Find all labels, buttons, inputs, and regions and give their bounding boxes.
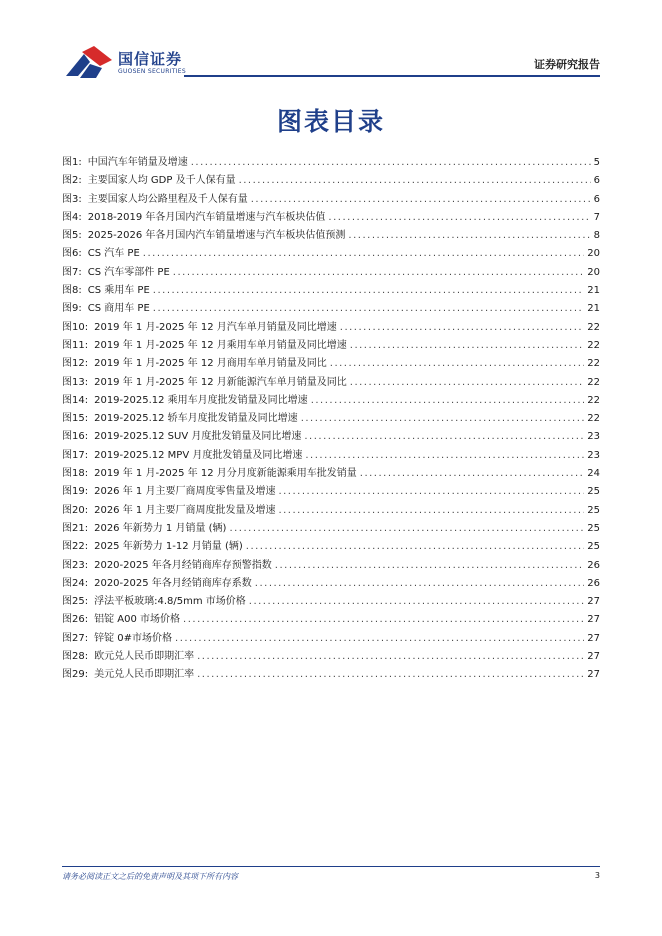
toc-entry[interactable] bbox=[62, 264, 600, 282]
toc-entry-page: 27 bbox=[587, 596, 600, 608]
toc-entry[interactable] bbox=[62, 209, 600, 227]
toc-entry[interactable] bbox=[62, 410, 600, 428]
toc-entry-title: 2019-2025.12 SUV 月度批发销量及同比增速 bbox=[94, 431, 302, 443]
figure-table-of-contents bbox=[62, 154, 600, 685]
brand-name-en: GUOSEN SECURITIES bbox=[118, 68, 187, 75]
toc-entry-title: 2019-2025.12 MPV 月度批发销量及同比增速 bbox=[94, 449, 303, 461]
toc-entry-page: 20 bbox=[587, 248, 600, 260]
toc-entry-title: 2025 年新势力 1-12 月销量 (辆) bbox=[94, 541, 243, 553]
toc-entry-label: 图6: bbox=[62, 248, 82, 260]
toc-entry-label: 图23: bbox=[62, 559, 89, 571]
toc-entry[interactable] bbox=[62, 483, 600, 501]
report-type: 证券研究报告 bbox=[534, 58, 600, 71]
toc-entry[interactable] bbox=[62, 666, 600, 684]
toc-dot-leader bbox=[275, 557, 584, 575]
toc-entry-page: 24 bbox=[587, 468, 600, 480]
toc-entry-title: 中国汽车年销量及增速 bbox=[87, 157, 188, 168]
toc-entry-page: 22 bbox=[587, 394, 600, 406]
toc-entry-title: 2019 年 1 月-2025 年 12 月新能源汽车单月销量及同比 bbox=[94, 376, 347, 388]
toc-dot-leader bbox=[229, 520, 584, 538]
toc-entry-page: 20 bbox=[587, 266, 600, 278]
guosen-logo-icon bbox=[64, 46, 114, 80]
toc-dot-leader bbox=[328, 209, 590, 227]
toc-entry-label: 图1: bbox=[62, 157, 82, 168]
toc-entry-label: 图4: bbox=[62, 211, 82, 223]
toc-entry-page: 27 bbox=[587, 614, 600, 626]
toc-entry[interactable] bbox=[62, 557, 600, 575]
toc-entry[interactable] bbox=[62, 300, 600, 318]
toc-entry-label: 图13: bbox=[62, 376, 89, 388]
toc-dot-leader bbox=[153, 300, 584, 318]
toc-entry[interactable] bbox=[62, 520, 600, 538]
toc-entry-page: 25 bbox=[587, 522, 600, 534]
toc-entry-label: 图15: bbox=[62, 413, 89, 425]
toc-entry-title: 2019 年 1 月-2025 年 12 月乘用车单月销量及同比增速 bbox=[94, 339, 347, 351]
toc-entry-page: 26 bbox=[587, 559, 600, 571]
toc-entry-label: 图12: bbox=[62, 358, 89, 370]
toc-entry-page: 27 bbox=[587, 651, 600, 663]
toc-entry[interactable] bbox=[62, 538, 600, 556]
toc-entry[interactable] bbox=[62, 575, 600, 593]
toc-entry-page: 23 bbox=[587, 449, 600, 461]
toc-dot-leader bbox=[360, 465, 585, 483]
toc-entry-title: 2018-2019 年各月国内汽车销量增速与汽车板块估值 bbox=[87, 211, 326, 223]
toc-dot-leader bbox=[246, 538, 585, 556]
toc-entry[interactable] bbox=[62, 648, 600, 666]
page-header bbox=[0, 0, 662, 80]
toc-entry-page: 5 bbox=[593, 157, 600, 168]
toc-entry-page: 22 bbox=[587, 358, 600, 370]
toc-entry-title: 2025-2026 年各月国内汽车销量增速与汽车板块估值预测 bbox=[87, 230, 346, 242]
toc-entry-label: 图7: bbox=[62, 266, 82, 278]
toc-dot-leader bbox=[175, 630, 584, 648]
toc-entry[interactable] bbox=[62, 191, 600, 209]
toc-entry-title: 2026 年新势力 1 月销量 (辆) bbox=[94, 522, 227, 534]
toc-dot-leader bbox=[183, 611, 584, 629]
toc-entry-page: 21 bbox=[587, 303, 600, 315]
disclaimer-note: 请务必阅读正文之后的免责声明及其项下所有内容 bbox=[62, 872, 238, 881]
toc-entry-label: 图27: bbox=[62, 632, 89, 644]
toc-entry-title: 主要国家人均公路里程及千人保有量 bbox=[87, 193, 248, 205]
toc-dot-leader bbox=[251, 191, 591, 209]
header-divider bbox=[184, 75, 600, 77]
toc-entry-page: 22 bbox=[587, 321, 600, 333]
toc-entry-title: 美元兑人民币即期汇率 bbox=[94, 669, 195, 681]
toc-entry-label: 图24: bbox=[62, 577, 89, 589]
toc-dot-leader bbox=[278, 502, 584, 520]
toc-entry[interactable] bbox=[62, 355, 600, 373]
toc-entry-label: 图10: bbox=[62, 321, 89, 333]
toc-entry[interactable] bbox=[62, 502, 600, 520]
toc-dot-leader bbox=[143, 245, 584, 263]
toc-entry-page: 22 bbox=[587, 339, 600, 351]
toc-entry-title: 铝锭 A00 市场价格 bbox=[94, 614, 181, 626]
toc-entry-page: 25 bbox=[587, 486, 600, 498]
toc-dot-leader bbox=[340, 319, 585, 337]
toc-entry[interactable] bbox=[62, 172, 600, 190]
toc-entry-label: 图17: bbox=[62, 449, 89, 461]
toc-dot-leader bbox=[197, 666, 584, 684]
toc-dot-leader bbox=[173, 264, 584, 282]
toc-entry-title: CS 汽车零部件 PE bbox=[87, 266, 170, 278]
toc-entry-label: 图16: bbox=[62, 431, 89, 443]
toc-dot-leader bbox=[255, 575, 584, 593]
toc-entry[interactable] bbox=[62, 465, 600, 483]
toc-entry[interactable] bbox=[62, 227, 600, 245]
toc-entry-page: 7 bbox=[593, 211, 600, 223]
toc-entry-page: 23 bbox=[587, 431, 600, 443]
toc-dot-leader bbox=[305, 447, 584, 465]
toc-entry-label: 图22: bbox=[62, 541, 89, 553]
toc-entry[interactable] bbox=[62, 392, 600, 410]
toc-entry[interactable] bbox=[62, 447, 600, 465]
page-number: 3 bbox=[594, 871, 600, 880]
toc-entry[interactable] bbox=[62, 630, 600, 648]
toc-entry-page: 8 bbox=[593, 230, 600, 242]
toc-entry-title: CS 乘用车 PE bbox=[87, 285, 150, 297]
toc-entry[interactable] bbox=[62, 428, 600, 446]
toc-entry-page: 27 bbox=[587, 632, 600, 644]
toc-entry-page: 6 bbox=[593, 175, 600, 187]
toc-entry[interactable] bbox=[62, 374, 600, 392]
toc-entry-page: 25 bbox=[587, 541, 600, 553]
toc-entry-label: 图8: bbox=[62, 285, 82, 297]
footer-divider bbox=[62, 866, 600, 867]
toc-entry-page: 22 bbox=[587, 376, 600, 388]
toc-entry[interactable] bbox=[62, 319, 600, 337]
toc-entry-title: 锌锭 0#市场价格 bbox=[94, 632, 173, 644]
toc-entry-page: 25 bbox=[587, 504, 600, 516]
toc-entry-label: 图25: bbox=[62, 596, 89, 608]
toc-entry-title: 2020-2025 年各月经销商库存系数 bbox=[94, 577, 252, 589]
toc-entry-title: 主要国家人均 GDP 及千人保有量 bbox=[87, 175, 236, 187]
toc-dot-leader bbox=[249, 593, 585, 611]
toc-entry[interactable] bbox=[62, 154, 600, 172]
toc-entry-title: 2026 年 1 月主要厂商周度零售量及增速 bbox=[94, 486, 276, 498]
toc-entry-page: 22 bbox=[587, 413, 600, 425]
toc-entry-label: 图28: bbox=[62, 651, 89, 663]
toc-entry-label: 图20: bbox=[62, 504, 89, 516]
toc-dot-leader bbox=[278, 483, 584, 501]
toc-entry-page: 26 bbox=[587, 577, 600, 589]
toc-entry-page: 27 bbox=[587, 669, 600, 681]
toc-entry[interactable] bbox=[62, 611, 600, 629]
brand-name-cn: 国信证券 bbox=[118, 50, 183, 68]
toc-entry-label: 图18: bbox=[62, 468, 89, 480]
toc-entry-label: 图9: bbox=[62, 303, 82, 315]
toc-entry-title: CS 汽车 PE bbox=[87, 248, 140, 260]
toc-dot-leader bbox=[239, 172, 591, 190]
toc-entry-title: 浮法平板玻璃:4.8/5mm 市场价格 bbox=[94, 596, 246, 608]
toc-entry-title: 2019 年 1 月-2025 年 12 月商用车单月销量及同比 bbox=[94, 358, 327, 370]
toc-entry-label: 图2: bbox=[62, 175, 82, 187]
toc-entry[interactable] bbox=[62, 337, 600, 355]
toc-dot-leader bbox=[304, 428, 584, 446]
toc-dot-leader bbox=[301, 410, 585, 428]
toc-entry[interactable] bbox=[62, 593, 600, 611]
toc-entry-label: 图11: bbox=[62, 339, 89, 351]
toc-dot-leader bbox=[311, 392, 585, 410]
toc-dot-leader bbox=[330, 355, 585, 373]
toc-entry-title: CS 商用车 PE bbox=[87, 303, 150, 315]
toc-entry-title: 2019 年 1 月-2025 年 12 月汽车单月销量及同比增速 bbox=[94, 321, 337, 333]
toc-dot-leader bbox=[350, 337, 585, 355]
toc-entry-title: 2019-2025.12 乘用车月度批发销量及同比增速 bbox=[94, 394, 308, 406]
toc-dot-leader bbox=[191, 154, 591, 172]
toc-entry[interactable] bbox=[62, 282, 600, 300]
toc-entry-title: 欧元兑人民币即期汇率 bbox=[94, 651, 195, 663]
toc-entry-title: 2020-2025 年各月经销商库存预警指数 bbox=[94, 559, 272, 571]
toc-entry-label: 图3: bbox=[62, 193, 82, 205]
toc-entry-title: 2019-2025.12 轿车月度批发销量及同比增速 bbox=[94, 413, 298, 425]
page-title: 图表目录 bbox=[276, 107, 385, 136]
toc-entry-title: 2026 年 1 月主要厂商周度批发量及增速 bbox=[94, 504, 276, 516]
toc-entry-label: 图21: bbox=[62, 522, 89, 534]
toc-entry-label: 图19: bbox=[62, 486, 89, 498]
toc-entry[interactable] bbox=[62, 245, 600, 263]
toc-entry-label: 图29: bbox=[62, 669, 89, 681]
toc-dot-leader bbox=[153, 282, 584, 300]
toc-entry-page: 21 bbox=[587, 285, 600, 297]
toc-dot-leader bbox=[197, 648, 584, 666]
toc-entry-page: 6 bbox=[593, 193, 600, 205]
toc-entry-title: 2019 年 1 月-2025 年 12 月分月度新能源乘用车批发销量 bbox=[94, 468, 357, 480]
toc-entry-label: 图14: bbox=[62, 394, 89, 406]
toc-dot-leader bbox=[350, 374, 585, 392]
toc-dot-leader bbox=[348, 227, 590, 245]
toc-entry-label: 图5: bbox=[62, 230, 82, 242]
toc-entry-label: 图26: bbox=[62, 614, 89, 626]
